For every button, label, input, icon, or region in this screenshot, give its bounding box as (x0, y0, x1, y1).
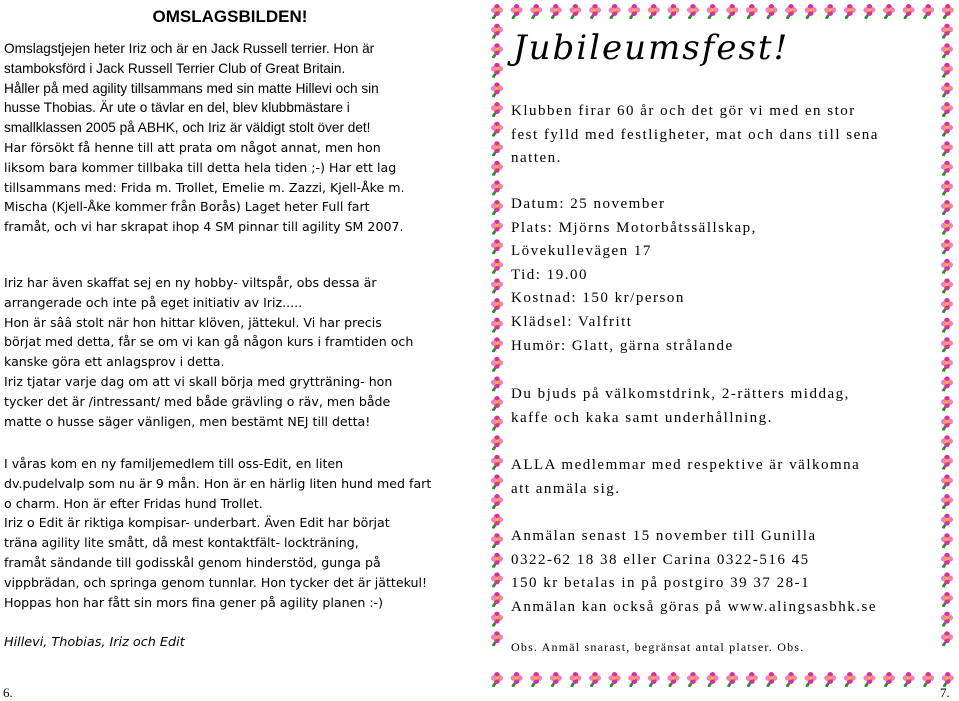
flower-icon (491, 161, 503, 176)
text-line: Anmälan senast 15 november till Gunilla (511, 528, 817, 544)
flower-icon (491, 357, 503, 372)
story-paragraph (4, 454, 456, 612)
event-details (511, 193, 941, 358)
detail-address: Lövekullevägen 17 (511, 243, 652, 260)
text-line: tycker det är /intressant/ med både grävling o räv, men både (4, 393, 391, 409)
flower-icon (941, 63, 953, 78)
flower-icon (941, 396, 953, 411)
flower-icon (550, 4, 562, 19)
flower-icon (628, 672, 640, 687)
story-paragraph (4, 138, 456, 237)
flower-icon (824, 672, 836, 687)
flower-icon (883, 672, 895, 687)
flower-icon (491, 298, 503, 313)
flower-icon (883, 4, 895, 19)
text-line: Mischa (Kjell-Åke kommer från Borås) Laget heter Full fart (4, 199, 370, 215)
text-line: Omslagstjejen heter Iriz och är en Jack Russell terrier. Hon är (4, 41, 375, 56)
flower-icon (491, 141, 503, 156)
flower-icon (609, 4, 621, 19)
flower-icon (491, 435, 503, 450)
flower-icon (648, 672, 660, 687)
flower-icon (511, 672, 523, 687)
flower-icon (491, 122, 503, 137)
flower-icon (941, 24, 953, 39)
flower-icon (941, 357, 953, 372)
members-welcome (511, 454, 941, 501)
flower-icon (941, 239, 953, 254)
flower-icon (941, 298, 953, 313)
flower-icon (491, 592, 503, 607)
flower-icon (941, 337, 953, 352)
flower-icon (491, 82, 503, 97)
flower-icon (941, 161, 953, 176)
flower-icon (491, 396, 503, 411)
flower-icon (844, 672, 856, 687)
flower-icon (530, 4, 542, 19)
flower-icon (491, 220, 503, 235)
flower-icon (491, 318, 503, 333)
flower-icon (491, 553, 503, 568)
flower-icon (687, 4, 699, 19)
detail-date: Datum: 25 november (511, 196, 666, 212)
left-page (0, 0, 470, 701)
flower-icon (491, 180, 503, 195)
flower-icon (941, 259, 953, 274)
text-line: Hoppas hon har fått sin mors fina gener på agility planen :-) (4, 594, 384, 610)
detail-mood: Humör: Glatt, gärna strålande (511, 337, 734, 354)
flower-icon (941, 82, 953, 97)
flower-icon (824, 4, 836, 19)
flower-icon (765, 672, 777, 687)
flower-icon (569, 672, 581, 687)
text-line: I våras kom en ny familjemedlem till oss-Edit, en liten (4, 456, 344, 471)
flower-icon (941, 631, 953, 646)
text-line: ALLA medlemmar med respektive är välkomna (511, 457, 861, 473)
flower-icon (589, 4, 601, 19)
flower-icon (491, 24, 503, 39)
flower-icon (491, 455, 503, 470)
text-line: vippbrädan, och springa genom tunnlar. Hon tycker det är jättekul! (4, 574, 428, 590)
flower-icon (491, 259, 503, 274)
flower-icon (628, 4, 640, 19)
text-line: börjat med detta, får se om vi kan gå någon kurs i framtiden och (4, 334, 414, 350)
flower-icon (941, 455, 953, 470)
text-line: stamboksförd i Jack Russell Terrier Club of Great Britain. (4, 60, 346, 76)
flower-icon (941, 141, 953, 156)
flower-icon (941, 200, 953, 215)
flower-icon (805, 4, 817, 19)
flower-icon (863, 672, 875, 687)
text-line: Iriz o Edit är riktiga kompisar- underbart. Även Edit har börjat (4, 515, 390, 531)
flower-icon (941, 376, 953, 391)
text-line: dv.pudelvalp som nu är 9 mån. Hon är en härlig liten hund med fart (4, 475, 432, 491)
story-paragraph (4, 273, 456, 431)
flower-icon (491, 494, 503, 509)
text-line: smallklassen 2005 på ABHK, och Iriz är väldigt stolt över det! (4, 120, 371, 136)
text-line: Du bjuds på välkomstdrink, 2-rätters middag, (511, 386, 850, 402)
flower-icon (491, 514, 503, 529)
flower-icon (569, 4, 581, 19)
detail-cost: Kostnad: 150 kr/person (511, 290, 685, 307)
flower-icon (667, 4, 679, 19)
flower-icon (491, 376, 503, 391)
page-number: 7. (940, 685, 950, 700)
detail-place: Plats: Mjörns Motorbåtssällskap, (511, 219, 757, 236)
signature: Hillevi, Thobias, Iriz och Edit (4, 635, 185, 650)
page-number: 6. (3, 685, 13, 700)
flower-icon (667, 672, 679, 687)
flower-icon (805, 672, 817, 687)
flower-icon (863, 4, 875, 19)
flower-icon (844, 4, 856, 19)
flower-icon (491, 239, 503, 254)
flower-icon (491, 4, 503, 19)
text-line: kaffe och kaka samt underhållning. (511, 409, 773, 426)
event-heading: Jubileumsfest! (513, 28, 790, 68)
flower-icon (941, 43, 953, 58)
flower-icon (941, 612, 953, 627)
flower-icon (903, 4, 915, 19)
flower-icon (746, 672, 758, 687)
flower-icon (922, 672, 934, 687)
event-invite (511, 383, 941, 430)
text-line: 150 kr betalas in på postgiro 39 37 28-1 (511, 575, 811, 592)
flower-icon (550, 672, 562, 687)
text-line: o charm. Hon är efter Fridas hund Trollet. (4, 495, 263, 511)
flower-icon (491, 572, 503, 587)
event-intro (511, 100, 941, 171)
flower-icon (941, 533, 953, 548)
flower-icon (491, 533, 503, 548)
flower-icon (903, 672, 915, 687)
page-title: OMSLAGSBILDEN! (152, 7, 308, 26)
flower-icon (491, 337, 503, 352)
flower-icon (941, 122, 953, 137)
right-page (487, 0, 959, 690)
flower-icon (922, 4, 934, 19)
flower-icon (785, 4, 797, 19)
flower-icon (491, 672, 503, 687)
flower-icon (941, 435, 953, 450)
flower-icon (941, 278, 953, 293)
text-line: matte o husse säger vänligen, men bestämt NEJ till detta! (4, 413, 371, 429)
flower-icon (491, 278, 503, 293)
flower-icon (941, 318, 953, 333)
text-line: Iriz tjatar varje dag om att vi skall börja med grytträning- hon (4, 373, 393, 389)
flower-icon (609, 672, 621, 687)
flower-icon (941, 102, 953, 117)
flower-icon (491, 631, 503, 646)
flower-icon (726, 672, 738, 687)
flower-icon (746, 4, 758, 19)
flower-icon (941, 474, 953, 489)
flower-icon (687, 672, 699, 687)
intro-paragraph (4, 39, 456, 138)
flower-icon (942, 4, 954, 19)
flower-icon (941, 220, 953, 235)
flower-icon (941, 592, 953, 607)
flower-icon (491, 612, 503, 627)
flower-icon (707, 4, 719, 19)
registration-info (511, 525, 941, 619)
flower-icon (589, 672, 601, 687)
text-line: Iriz har även skaffat sej en ny hobby- viltspår, obs dessa är (4, 275, 377, 290)
flower-icon (511, 4, 523, 19)
flower-icon (491, 200, 503, 215)
obs-note: Obs. Anmäl snarast, begränsat antal platser. Obs. (511, 640, 805, 654)
flower-icon (530, 672, 542, 687)
text-line: Har försökt få henne till att prata om något annat, men hon (4, 140, 381, 155)
flower-icon (785, 672, 797, 687)
text-line: tillsammans med: Frida m. Trollet, Emelie m. Zazzi, Kjell-Åke m. (4, 179, 405, 195)
flower-icon (765, 4, 777, 19)
text-line: Håller på med agility tillsammans med sin matte Hillevi och sin (4, 80, 379, 96)
flower-icon (648, 4, 660, 19)
text-line: träna agility lite smått, då mest kontaktfält- lockträning, (4, 535, 359, 551)
flower-icon (707, 672, 719, 687)
detail-dress: Klädsel: Valfritt (511, 313, 633, 330)
detail-time: Tid: 19.00 (511, 266, 588, 283)
text-line: natten. (511, 150, 562, 167)
text-line: arrangerade och inte på eget initiativ av Iriz..... (4, 294, 303, 310)
flower-icon (941, 572, 953, 587)
text-line: Anmälan kan också göras på www.alingsasbhk.se (511, 598, 878, 615)
flower-icon (941, 553, 953, 568)
flower-icon (941, 514, 953, 529)
text-line: liksom bara kommer tillbaka till detta hela tiden ;-) Har ett lag (4, 159, 397, 175)
flower-icon (941, 180, 953, 195)
text-line: Klubben firar 60 år och det gör vi med en stor (511, 103, 856, 119)
text-line: kanske göra ett anlagsprov i detta. (4, 354, 225, 370)
text-line: fest fylld med festligheter, mat och dans till sena (511, 126, 879, 143)
text-line: husse Thobias. Är ute o tävlar en del, blev klubbmästare i (4, 100, 350, 116)
text-line: 0322-62 18 38 eller Carina 0322-516 45 (511, 551, 810, 568)
text-line: framåt, och vi har skrapat ihop 4 SM pinnar till agility SM 2007. (4, 219, 404, 235)
flower-icon (726, 4, 738, 19)
flower-icon (491, 43, 503, 58)
text-line: framåt sändande till godisskål genom hinderstöd, gunga på (4, 554, 381, 570)
flower-icon (941, 494, 953, 509)
text-line: Hon är sââ stolt när hon hittar klöven, jättekul. Vi har precis (4, 314, 382, 330)
flower-icon (941, 416, 953, 431)
flower-icon (491, 474, 503, 489)
flower-icon (491, 102, 503, 117)
flower-icon (491, 416, 503, 431)
flower-icon (491, 63, 503, 78)
text-line: att anmäla sig. (511, 480, 621, 497)
